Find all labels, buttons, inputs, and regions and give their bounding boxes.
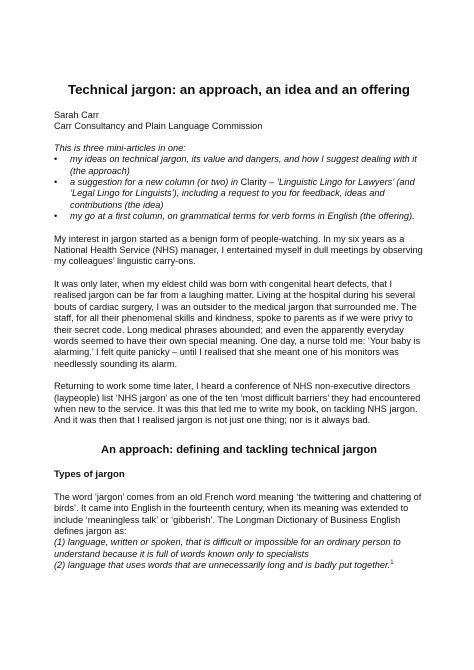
author-block xyxy=(54,110,424,133)
document-title: Technical jargon: an approach, an idea and an offering xyxy=(68,82,410,97)
intro-lead: This is three mini-articles in one: xyxy=(54,142,186,153)
mini-article-list xyxy=(54,154,424,222)
body-paragraph xyxy=(54,492,424,572)
body-paragraph: It was only later, when my eldest child was born with congenital heart defects, that I realised jargon can be far from a laughing matter. Living at the hospital during his several bouts of cardiac surgery, I was an outsider to the medical jargon that surrounded me. The staff, for all their phenomenal skills and kindness, spoke to parents as if we were privy to their secret code. Long medical phrases abounded; and even the apparently everyday words seemed to have their own special meaning. One day, a nurse told me: ‘Your baby is alarming.’ I felt quite panicky – until I realised that she meant one of his monitors was needlessly sounding its alarm. xyxy=(54,278,421,369)
bullet-icon: • xyxy=(54,211,58,222)
mini-article-text-before: a suggestion for a new column (or two) in xyxy=(70,177,241,188)
definition-item: (2) language that uses words that are unnecessarily long and is badly put together. xyxy=(54,560,391,571)
mini-article-item xyxy=(54,211,424,222)
journal-name: Clarity xyxy=(240,177,267,188)
bullet-icon: • xyxy=(54,154,58,165)
author-affiliation: Carr Consultancy and Plain Language Commission xyxy=(54,121,263,132)
mini-article-text-after: – ‘Linguistic Lingo for Lawyers’ (and ‘Legal Lingo for Linguists’), including a request to you for feedback, ideas and contributions (the idea) xyxy=(70,177,415,210)
mini-article-item xyxy=(54,154,424,177)
section-heading: An approach: defining and tackling technical jargon xyxy=(101,443,377,456)
footnote-mark[interactable]: 1 xyxy=(390,560,394,567)
mini-article-item xyxy=(54,177,424,211)
subsection-heading: Types of jargon xyxy=(54,468,125,480)
mini-article-text: my ideas on technical jargon, its value and dangers, and how I suggest dealing with it (the approach) xyxy=(70,154,417,176)
document-content xyxy=(54,82,424,572)
definition-item: (1) language, written or spoken, that is difficult or impossible for an ordinary person to understand because it is full of words known only to specialists xyxy=(54,537,401,559)
author-name: Sarah Carr xyxy=(54,110,99,120)
definition-intro: The word ‘jargon’ comes from an old French word meaning ‘the twittering and chattering of birds’. It came into English in the fourteenth century, when its meaning was extended to include ‘meaningless talk’ or ‘gibberish’. The Longman Dictionary of Business English defines jargon as: xyxy=(54,491,422,536)
body-paragraph: My interest in jargon started as a benign form of people-watching. In my six years as a National Health Service (NHS) manager, I entertained myself in dull meetings by observing my colleagues’ linguistic carry-ons. xyxy=(54,233,423,267)
bullet-icon: • xyxy=(54,177,58,188)
body-paragraph: Returning to work some time later, I heard a conference of NHS non-executive directors (laypeople) list ‘NHS jargon’ as one of the ten ‘most difficult barriers’ they had encountered when new to the service. It was this that led me to write my book, on tackling NHS jargon. And it was then that I realised jargon is not just one thing; nor is it always bad. xyxy=(54,381,421,426)
mini-article-text: my go at a first column, on grammatical terms for verb forms in English (the offering). xyxy=(70,211,415,222)
